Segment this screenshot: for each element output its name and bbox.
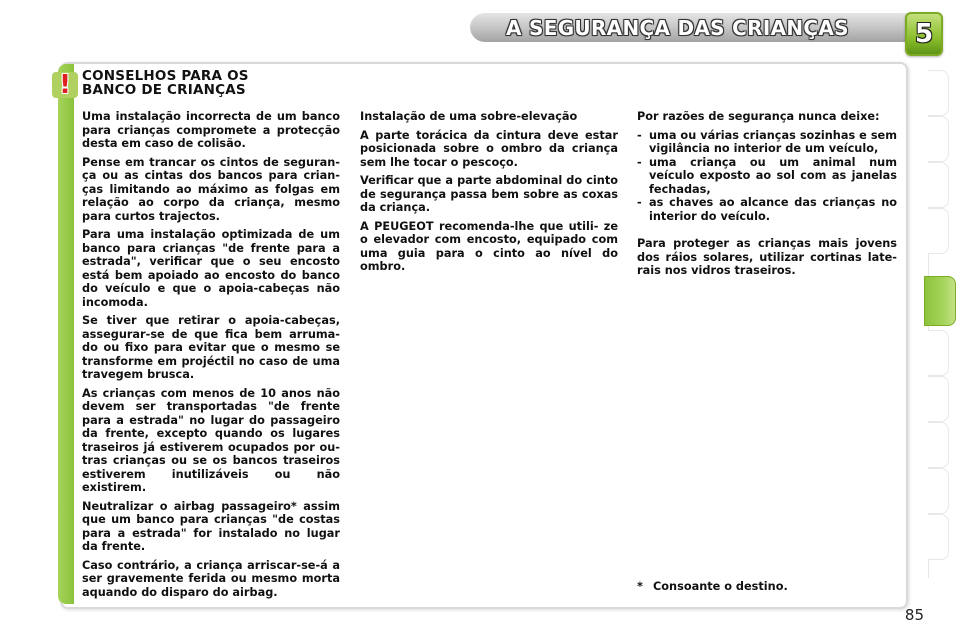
list-dash: - (637, 155, 642, 169)
advice-paragraph: Para proteger as crianças mais jovens dos ráios solares, utilizar cortinas late- rais nos vidros traseiros. (637, 237, 897, 277)
list-dash: - (637, 128, 642, 142)
page-number: 85 (904, 606, 924, 624)
chapter-tab[interactable] (928, 514, 949, 560)
paragraph: As crianças com menos de 10 anos não devem ser transportadas "de frente para a estrada" no lugar do passageiro da frente, excepto quando os lugares traseiros já estiverem ocupados por ou- tras crianças ou se os bancos traseiros estiverem inutilizáveis ou não existirem. (82, 386, 340, 494)
list-dash: - (637, 196, 642, 209)
subsection-heading: Instalação de uma sobre-elevação (360, 110, 578, 123)
paragraph: Neutralizar o airbag passageiro* assim que um banco para crianças "de costas para a estrada" for instalado no lugar da frente. (82, 499, 340, 553)
footnote-star: * (637, 580, 643, 593)
paragraph: Para uma instalação optimizada de um banco para crianças "de frente para a estrada", verificar que o seu encosto está bem apoiado ao encosto do banco do veículo e que o apoia-cabeças não incomoda. (82, 228, 340, 309)
chapter-tab[interactable] (928, 330, 949, 376)
list-item (637, 156, 897, 197)
paragraph: Pense em trancar os cintos de seguran- ça ou as cintas dos bancos para crian- ças limitando ao máximo as folgas em relação ao corpo da criança, mesmo para curtos trajectos. (82, 155, 340, 223)
list-item (637, 129, 897, 156)
chapter-number: 5 (914, 19, 934, 49)
chapter-tab-active[interactable] (924, 276, 956, 326)
section-title: CONSELHOS PARA OS BANCO DE CRIANÇAS (82, 68, 249, 98)
chapter-tab[interactable] (928, 468, 949, 514)
column-left (82, 110, 340, 604)
list-item (637, 196, 897, 223)
chapter-tab[interactable] (928, 208, 949, 254)
list-intro: Por razões de segurança nunca deixe: (637, 110, 880, 123)
paragraph: Se tiver que retirar o apoia-cabeças, assegurar-se de que fica bem arruma- do ou fixo para evitar que o mesmo se transforme em projéctil no caso de uma travegem brusca. (82, 314, 340, 381)
chapter-tab[interactable] (928, 162, 949, 208)
warning-exclamation-icon: ! (59, 70, 71, 100)
paragraph: Verificar que a parte abdominal do cinto de segurança passa bem sobre as coxas da criança. (360, 174, 618, 214)
spacer (637, 223, 897, 237)
paragraph: Uma instalação incorrecta de um banco para crianças compromete a protecção desta em caso de colisão. (82, 110, 340, 150)
chapter-tab[interactable] (928, 116, 949, 162)
column-right (637, 110, 897, 283)
column-middle (360, 110, 618, 279)
paragraph: A PEUGEOT recomenda-lhe que utili- ze o elevador com encosto, equipado com uma guia para o cinto ao nível do ombro. (360, 219, 618, 273)
list-item-text: as chaves ao alcance das crianças no interior do veículo. (649, 196, 897, 223)
list-item-text: uma criança ou um animal num veículo exposto ao sol com as janelas fechadas, (649, 155, 897, 196)
footnote-text: Consoante o destino. (653, 580, 788, 593)
panel-accent-stripe (58, 64, 74, 604)
page-title: A SEGURANÇA DAS CRIANÇAS (506, 16, 849, 40)
chapter-tab[interactable] (928, 376, 949, 422)
chapter-tab[interactable] (928, 422, 949, 468)
paragraph: Caso contrário, a criança arriscar-se-á a ser gravemente ferida ou mesmo morta aquando do disparo do airbag. (82, 558, 340, 599)
paragraph: A parte torácica da cintura deve estar posicionada sobre o ombro da criança sem lhe tocar o pescoço. (360, 128, 618, 169)
chapter-tab[interactable] (928, 70, 949, 116)
list-item-text: uma ou várias crianças sozinhas e sem vigilância no interior de um veículo, (649, 128, 897, 155)
footnote (637, 580, 897, 594)
